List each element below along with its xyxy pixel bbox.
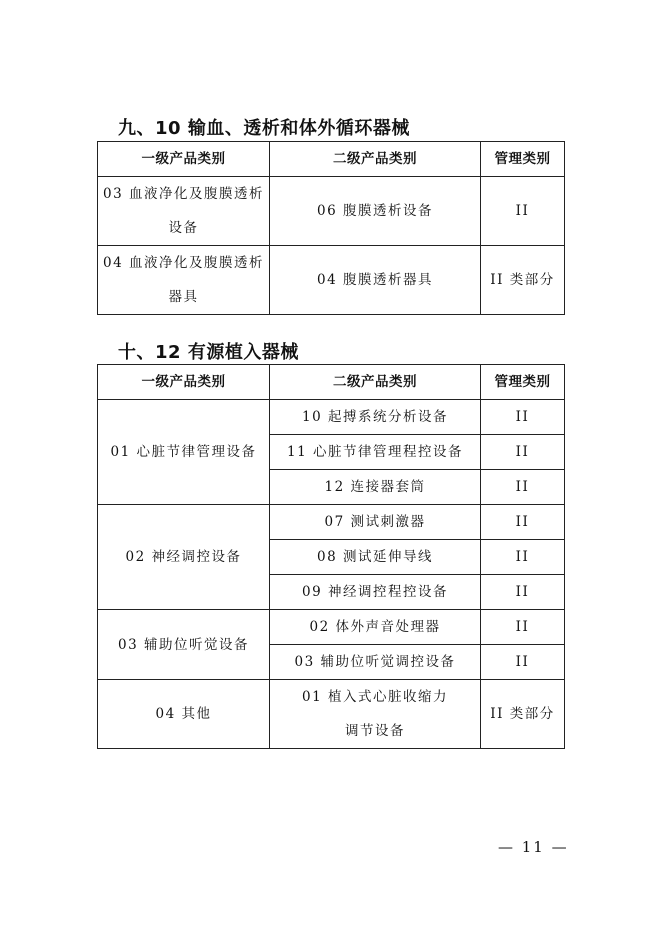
header-level1: 一级产品类别: [98, 365, 270, 400]
table-row: [98, 680, 565, 749]
category-cell: II: [481, 177, 565, 246]
level1-line: 04 血液净化及腹膜透析: [103, 255, 264, 271]
level1-cell: [98, 177, 270, 246]
header-level1: 一级产品类别: [98, 142, 270, 177]
level2-cell: 03 辅助位听觉调控设备: [270, 645, 481, 680]
page-number: — 11 —: [498, 838, 569, 856]
level2-cell: 04 腹膜透析器具: [270, 246, 481, 315]
category-cell: II: [481, 540, 565, 575]
level2-cell: [270, 680, 481, 749]
level1-line: 设备: [168, 220, 199, 236]
level2-cell: 02 体外声音处理器: [270, 610, 481, 645]
category-cell: II: [481, 400, 565, 435]
header-level2: 二级产品类别: [270, 365, 481, 400]
category-cell: II 类部分: [481, 246, 565, 315]
section-heading-transfusion-dialysis: 九、10 输血、透析和体外循环器械: [118, 118, 410, 139]
category-cell: II 类部分: [481, 680, 565, 749]
level2-cell: 07 测试刺激器: [270, 505, 481, 540]
category-cell: II: [481, 470, 565, 505]
table-row: [98, 610, 565, 645]
category-cell: II: [481, 645, 565, 680]
level1-cell: 03 辅助位听觉设备: [98, 610, 270, 680]
level1-cell: 01 心脏节律管理设备: [98, 400, 270, 505]
table-header-row: [98, 142, 565, 177]
header-level2: 二级产品类别: [270, 142, 481, 177]
level1-line: 03 血液净化及腹膜透析: [103, 186, 264, 202]
level1-cell: 04 其他: [98, 680, 270, 749]
transfusion-dialysis-table: [97, 141, 565, 315]
category-cell: II: [481, 575, 565, 610]
table-row: [98, 246, 565, 315]
header-category: 管理类别: [481, 142, 565, 177]
level2-cell: 12 连接器套筒: [270, 470, 481, 505]
level2-cell: 09 神经调控程控设备: [270, 575, 481, 610]
table-row: [98, 505, 565, 540]
level2-cell: 11 心脏节律管理程控设备: [270, 435, 481, 470]
category-cell: II: [481, 505, 565, 540]
level2-line: 调节设备: [345, 723, 405, 739]
level2-line: 01 植入式心脏收缩力: [302, 689, 448, 705]
header-category: 管理类别: [481, 365, 565, 400]
level2-cell: 10 起搏系统分析设备: [270, 400, 481, 435]
level1-cell: [98, 246, 270, 315]
level2-cell: 06 腹膜透析设备: [270, 177, 481, 246]
level1-line: 器具: [168, 289, 199, 305]
table-row: [98, 177, 565, 246]
category-cell: II: [481, 610, 565, 645]
section-heading-active-implants: 十、12 有源植入器械: [118, 342, 299, 363]
table-header-row: [98, 365, 565, 400]
level2-cell: 08 测试延伸导线: [270, 540, 481, 575]
active-implants-table: [97, 364, 565, 749]
table-row: [98, 400, 565, 435]
category-cell: II: [481, 435, 565, 470]
level1-cell: 02 神经调控设备: [98, 505, 270, 610]
